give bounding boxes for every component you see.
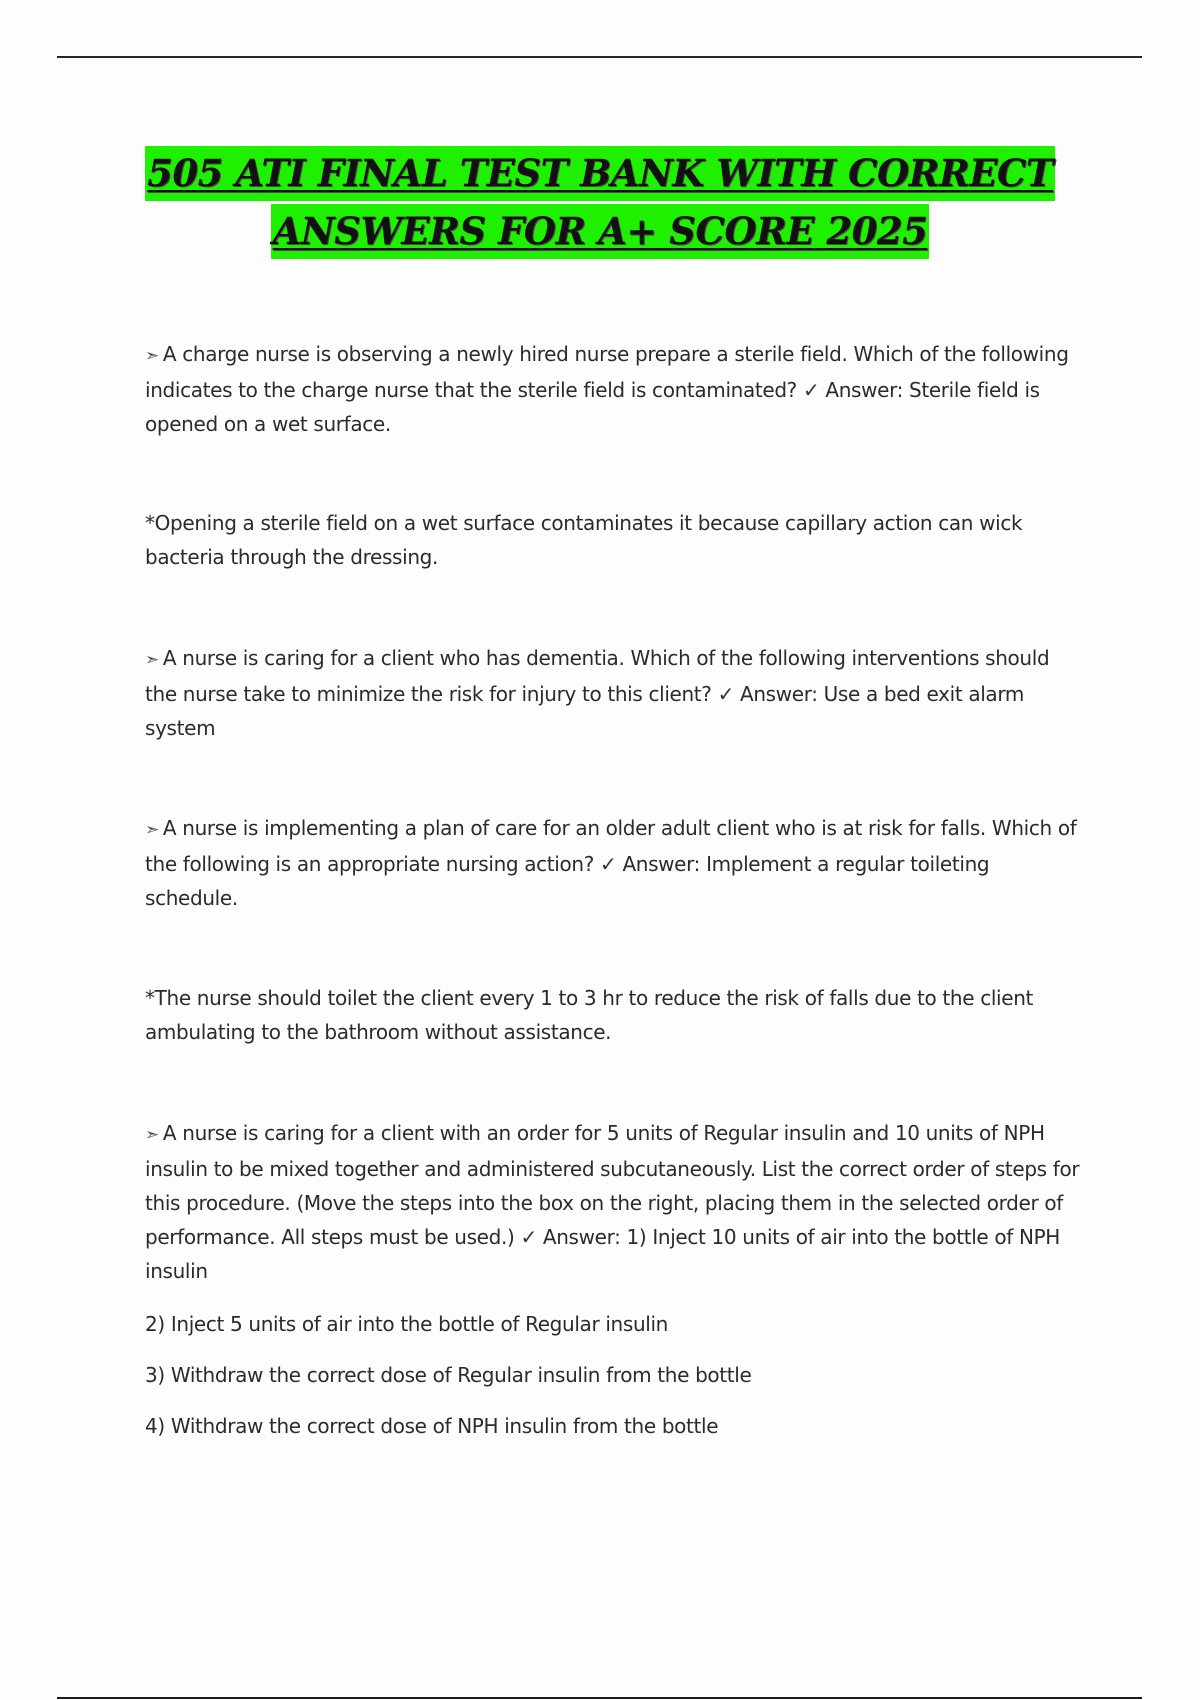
answer-text: 1) Inject 10 units of air into the bottle of NPH insulin bbox=[145, 1225, 1060, 1283]
step-text: 3) Withdraw the correct dose of Regular insulin from the bottle bbox=[145, 1363, 752, 1387]
check-icon: ✓ bbox=[600, 852, 617, 876]
question-2 bbox=[145, 641, 1085, 745]
note-text: *The nurse should toilet the client every 1 to 3 hr to reduce the risk of falls due to the client ambulating to the bathroom without assistance. bbox=[145, 986, 1034, 1044]
header-rule bbox=[57, 56, 1142, 58]
question-text: A nurse is caring for a client with an order for 5 units of Regular insulin and 10 units of NPH insulin to be mixed together and administered subcutaneously. List the correct order of steps for this procedure. (Move the steps into the box on the right, placing them in the selected order of performance. All steps must be used.) bbox=[145, 1121, 1080, 1249]
document-title bbox=[0, 146, 1200, 259]
question-text: A nurse is caring for a client who has dementia. Which of the following interventions should the nurse take to minimize the risk for injury to this client? bbox=[145, 646, 1050, 706]
question-1 bbox=[145, 337, 1085, 441]
title-line-2: ANSWERS FOR A+ SCORE 2025 bbox=[271, 204, 930, 259]
check-icon: ✓ bbox=[717, 682, 734, 706]
answer-step-4 bbox=[145, 1409, 1085, 1443]
note-text: *Opening a sterile field on a wet surface contaminates it because capillary action can wick bacteria through the dressing. bbox=[145, 511, 1023, 569]
question-text: A charge nurse is observing a newly hired nurse prepare a sterile field. Which of the following indicates to the charge nurse that the sterile field is contaminated? bbox=[145, 342, 1069, 402]
arrow-bullet-icon: ➣ bbox=[145, 650, 159, 670]
check-icon: ✓ bbox=[802, 378, 820, 402]
answer-label: Answer: bbox=[740, 682, 818, 706]
rationale-note-2 bbox=[145, 981, 1085, 1049]
rationale-note-1 bbox=[145, 506, 1085, 574]
question-text: A nurse is implementing a plan of care for an older adult client who is at risk for falls. Which of the following is an appropriate nursing action? bbox=[145, 816, 1077, 876]
arrow-bullet-icon: ➣ bbox=[145, 1125, 159, 1145]
arrow-bullet-icon: ➣ bbox=[145, 346, 159, 366]
answer-text: Sterile field is opened on a wet surface. bbox=[145, 378, 1040, 436]
answer-text: Implement a regular toileting schedule. bbox=[145, 852, 990, 910]
answer-step-3 bbox=[145, 1358, 1085, 1392]
title-line-1: 505 ATI FINAL TEST BANK WITH CORRECT bbox=[145, 146, 1055, 201]
answer-label: Answer: bbox=[825, 378, 903, 402]
check-icon: ✓ bbox=[520, 1225, 537, 1249]
answer-step-2 bbox=[145, 1307, 1085, 1341]
answer-text: Use a bed exit alarm system bbox=[145, 682, 1024, 740]
question-3 bbox=[145, 811, 1085, 915]
footer-rule bbox=[57, 1697, 1142, 1699]
step-text: 4) Withdraw the correct dose of NPH insulin from the bottle bbox=[145, 1414, 719, 1438]
question-4 bbox=[145, 1116, 1085, 1288]
answer-label: Answer: bbox=[622, 852, 701, 876]
answer-label: Answer: bbox=[542, 1225, 621, 1249]
arrow-bullet-icon: ➣ bbox=[145, 820, 159, 840]
step-text: 2) Inject 5 units of air into the bottle of Regular insulin bbox=[145, 1312, 669, 1336]
